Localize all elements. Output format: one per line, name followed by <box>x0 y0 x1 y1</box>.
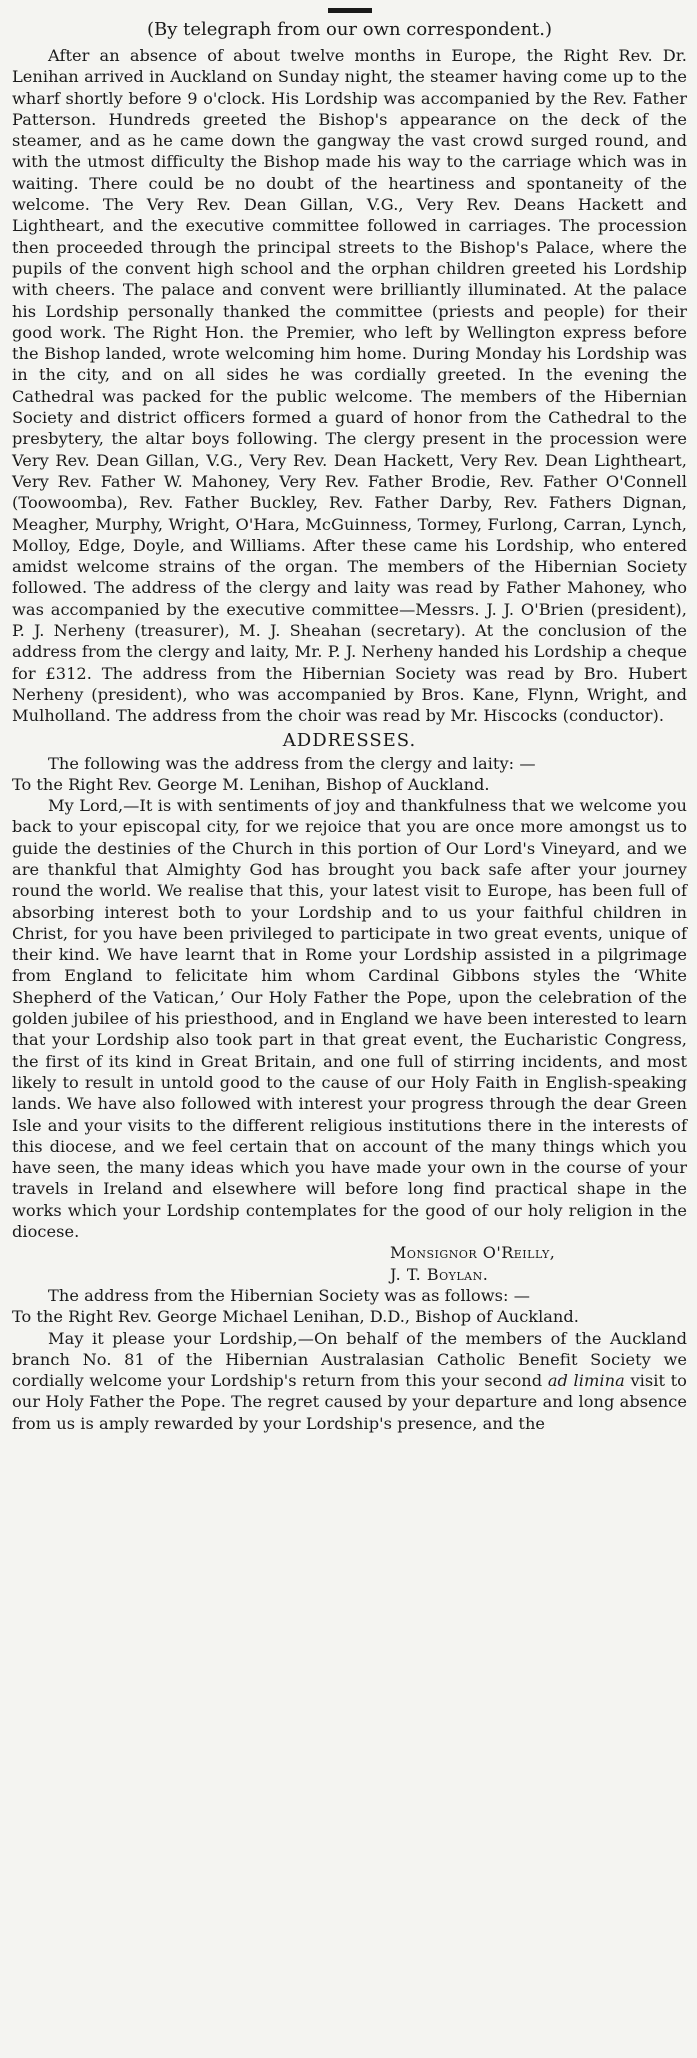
hibernian-address-text-end: visit to our Holy Father the Pope. The regret caused by your departure and long absence from us is amply rewarded by your Lordship's presence, and the <box>12 1371 687 1433</box>
clergy-address-body: My Lord,—It is with sentiments of joy and thankfulness that we welcome you back to your episcopal city, for we rejoice that you are once more amongst us to guide the destinies of the Church in this portion of Our Lord's Vineyard, and we are thankful that Almighty God has brought you back safe after your journey round the world. We realise that this, your latest visit to Europe, has been full of absorbing interest both to your Lordship and to us your faithful children in Christ, for you have been privileged to participate in two great events, unique of their kind. We have learnt that in Rome your Lordship assisted in a pilgrimage from England to felicitate him whom Cardinal Gibbons styles the ‘White Shepherd of the Vatican,’ Our Holy Father the Pope, upon the celebration of the golden jubilee of his priesthood, and in England we have been interested to learn that your Lordship also took part in that great event, the Eucharistic Congress, the first of its kind in Great Britain, and one full of stirring incidents, and most likely to result in untold good to the cause of our Holy Faith in English-speaking lands. We have also followed with interest your progress through the dear Green Isle and your visits to the different religious institutions there in the interests of this diocese, and we feel certain that on account of the many things which you have seen, the many ideas which you have made your own in the course of your travels in Ireland and elsewhere will before long find practical shape in the works which your Lordship contemplates for the good of our holy religion in the diocese. <box>12 796 687 1242</box>
byline: (By telegraph from our own correspondent.) <box>146 19 553 40</box>
signatory-monsignor: Monsignor O'Reilly, <box>390 1243 556 1263</box>
hibernian-address-salutation: To the Right Rev. George Michael Lenihan, D.D., Bishop of Auckland. <box>12 1307 579 1327</box>
top-rule <box>328 8 372 13</box>
report-paragraph: After an absence of about twelve months in Europe, the Right Rev. Dr. Lenihan arrived in Auckland on Sunday night, the steamer having come up to the wharf shortly before 9 o'clock. His Lordship was accompanied by the Rev. Father Patterson. Hundreds greeted the Bishop's appearance on the deck of the steamer, and as he came down the gangway the vast crowd surged round, and with the utmost difficulty the Bishop made his way to the carriage which was in waiting. There could be no doubt of the heartiness and spontaneity of the welcome. The Very Rev. Dean Gillan, V.G., Very Rev. Deans Hackett and Lightheart, and the executive committee followed in carriages. The procession then proceeded through the principal streets to the Bishop's Palace, where the pupils of the convent high school and the orphan children greeted his Lordship with cheers. The palace and convent were brilliantly illuminated. At the palace his Lordship personally thanked the committee (priests and people) for their good work. The Right Hon. the Premier, who left by Wellington express before the Bishop landed, wrote welcoming him home. During Monday his Lordship was in the city, and on all sides he was cordially greeted. In the evening the Cathedral was packed for the public welcome. The members of the Hibernian Society and district officers formed a guard of honor from the Cathedral to the presbytery, the altar boys following. The clergy present in the procession were Very Rev. Dean Gillan, V.G., Very Rev. Dean Hackett, Very Rev. Dean Lightheart, Very Rev. Father W. Mahoney, Very Rev. Father Brodie, Rev. Father O'Connell (Toowoomba), Rev. Father Buckley, Rev. Father Darby, Rev. Fathers Dignan, Meagher, Murphy, Wright, O'Hara, McGuinness, Tormey, Furlong, Carran, Lynch, Molloy, Edge, Doyle, and Williams. After these came his Lordship, who entered amidst welcome strains of the organ. The members of the Hibernian Society followed. The address of the clergy and laity was read by Father Mahoney, who was accompanied by the executive committee—Messrs. J. J. O'Brien (president), P. J. Nerheny (treasurer), M. J. Sheahan (secretary). At the conclusion of the address from the clergy and laity, Mr. P. J. Nerheny handed his Lordship a cheque for £312. The address from the Hibernian Society was read by Bro. Hubert Nerheny (president), who was accompanied by Bros. Kane, Flynn, Wright, and Mulholland. The address from the choir was read by Mr. Hiscocks (conductor). <box>12 46 687 726</box>
clergy-address-intro: The following was the address from the clergy and laity: — <box>48 753 536 773</box>
signatory-boylan: J. T. Boylan. <box>390 1264 489 1284</box>
hibernian-address-body <box>12 1328 687 1434</box>
hibernian-address-italic: ad limina <box>547 1371 625 1391</box>
section-heading: ADDRESSES. <box>282 729 417 751</box>
hibernian-address-text-start: May it please your Lordship,—On behalf of the members of the Auckland branch No. 81 of the Hibernian Australasian Catholic Benefit Society we cordially welcome your Lordship's return from this your second <box>12 1328 687 1391</box>
hibernian-address-intro: The address from the Hibernian Society was as follows: — <box>48 1285 530 1305</box>
clergy-address-salutation: To the Right Rev. George M. Lenihan, Bishop of Auckland. <box>12 774 490 794</box>
